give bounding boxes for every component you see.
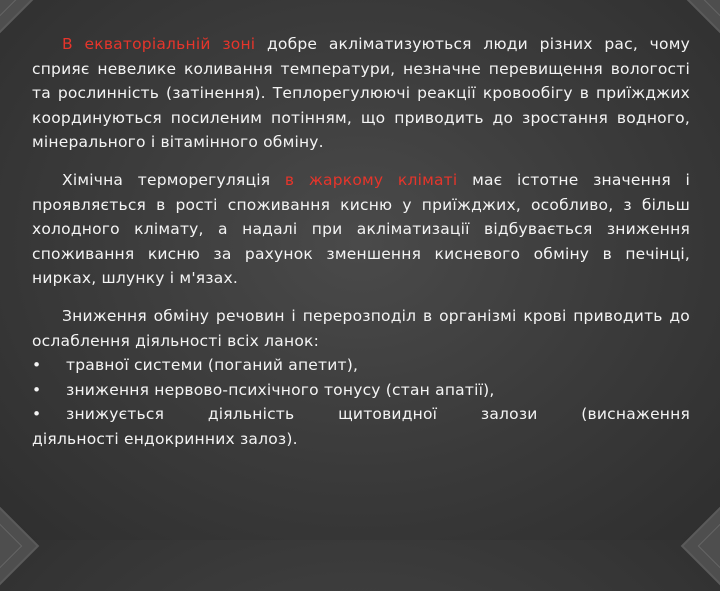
list-item-continuation: діяльності ендокринних залоз). <box>32 429 298 448</box>
list-item-text: травної системи (поганий апетит), <box>66 356 359 375</box>
list-item <box>32 353 690 378</box>
list-item-text: зниження нервово-психічного тонусу (стан апатії), <box>66 380 495 399</box>
paragraph-text: Хімічна терморегуляція <box>62 170 285 189</box>
paragraph-text: добре акліматизуються люди різних рас, чому сприяє невелике коливання температури, незначне перевищення вологості та рослинність (затінення). Теплорегулюючі реакції кровообігу в приїжджих координуються посиленим потінням, що приводить до зростання водного, мінерального і вітамінного обміну. <box>32 35 690 152</box>
list-item <box>32 402 690 427</box>
list-item-text: знижується діяльність щитовидної залози (виснаження <box>66 405 690 424</box>
highlight-hot-climate: в жаркому кліматі <box>284 170 458 189</box>
paragraph-text: має істотне значення і проявляється в рості споживання кисню у приїжджих, особливо, з більш холодного клімату, а надалі при акліматизації відбувається зниження споживання кисню за рахунок зменшення кисневого обміну в печінці, нирках, шлунку і м'язах. <box>32 170 690 288</box>
paragraph-metabolism <box>32 304 690 452</box>
list-item <box>32 378 690 403</box>
paragraph-chemical-thermoregulation <box>32 168 690 291</box>
highlight-equatorial-zone: В екваторіальній зоні <box>62 35 256 53</box>
bullet-marker: • <box>32 380 42 399</box>
paragraph-intro: Зниження обміну речовин і перерозподіл в організмі крові приводить до ослаблення діяльності всіх ланок: <box>32 306 690 350</box>
bullet-marker: • <box>32 405 42 424</box>
paragraph-equatorial <box>32 32 690 155</box>
bullet-marker: • <box>32 356 42 375</box>
slide-text <box>32 32 690 452</box>
